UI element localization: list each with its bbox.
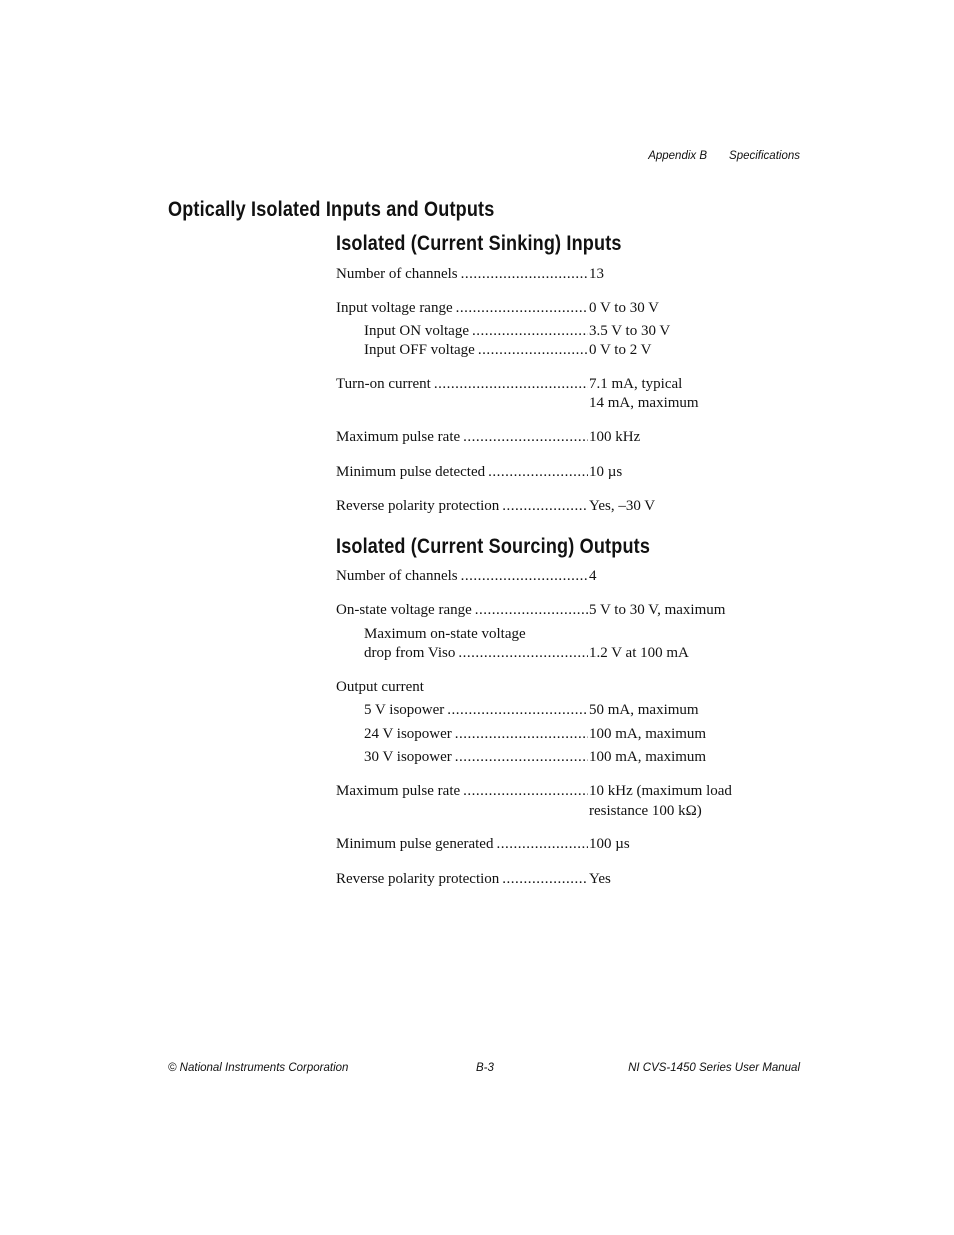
- spec-inputs-channels: [336, 265, 816, 284]
- spec-value: 7.1 mA, typical: [589, 376, 683, 392]
- spec-value: 4: [589, 568, 597, 584]
- running-header: [626, 150, 800, 162]
- spec-value: 50 mA, maximum: [589, 702, 699, 718]
- spec-label: Maximum pulse rate: [336, 429, 461, 445]
- spec-value: 100 kHz: [589, 429, 641, 445]
- spec-label: 5 V isopower: [364, 702, 445, 718]
- leader-dots: [502, 870, 588, 889]
- leader-dots: [461, 265, 588, 284]
- spec-label: Number of channels: [336, 266, 458, 282]
- leader-dots: [458, 644, 588, 663]
- spec-value: 10 µs: [589, 464, 623, 480]
- leader-dots: [478, 341, 588, 360]
- spec-value: 100 µs: [589, 836, 630, 852]
- spec-label: Turn-on current: [336, 376, 431, 392]
- spec-outputs-current: [336, 678, 816, 767]
- spec-value: 3.5 V to 30 V: [589, 323, 671, 339]
- spec-value: Yes, –30 V: [589, 498, 656, 514]
- spec-inputs-voltage-range: [336, 299, 816, 360]
- header-section: Specifications: [729, 150, 800, 162]
- leader-dots: [434, 375, 588, 413]
- spec-label: Reverse polarity protection: [336, 498, 500, 514]
- spec-label: Minimum pulse generated: [336, 836, 494, 852]
- leader-dots: [496, 835, 588, 854]
- spec-outputs-min-pulse: [336, 835, 816, 854]
- leader-dots: [447, 701, 588, 720]
- spec-inputs-reverse-polarity: [336, 497, 816, 516]
- spec-value: 14 mA, maximum: [589, 395, 699, 411]
- spec-inputs-min-pulse: [336, 463, 816, 482]
- spec-value: Yes: [589, 871, 611, 887]
- spec-value: 5 V to 30 V, maximum: [589, 602, 726, 618]
- spec-label: 24 V isopower: [364, 726, 452, 742]
- spec-label: On-state voltage range: [336, 602, 472, 618]
- footer-manual-title: NI CVS-1450 Series User Manual: [628, 1062, 800, 1074]
- spec-label: Reverse polarity protection: [336, 871, 500, 887]
- footer-page-number: B-3: [476, 1062, 494, 1074]
- spec-value: resistance 100 kΩ): [589, 803, 702, 819]
- spec-outputs-reverse-polarity: [336, 870, 816, 889]
- spec-value: 10 kHz (maximum load: [589, 783, 732, 799]
- spec-label: Number of channels: [336, 568, 458, 584]
- main-heading: Optically Isolated Inputs and Outputs: [168, 198, 495, 221]
- leader-dots: [472, 322, 588, 341]
- spec-label: Maximum pulse rate: [336, 783, 461, 799]
- header-appendix: Appendix B: [648, 150, 708, 162]
- spec-outputs-on-state-voltage: [336, 601, 816, 663]
- leader-dots: [463, 428, 588, 447]
- spec-label: Input ON voltage: [364, 323, 469, 339]
- spec-value: 100 mA, maximum: [589, 726, 707, 742]
- spec-value: 1.2 V at 100 mA: [589, 645, 689, 661]
- leader-dots: [475, 601, 588, 620]
- leader-dots: [455, 748, 588, 767]
- spec-value: 0 V to 2 V: [589, 342, 652, 358]
- inputs-heading: Isolated (Current Sinking) Inputs: [336, 232, 622, 255]
- outputs-heading: Isolated (Current Sourcing) Outputs: [336, 535, 651, 558]
- spec-label: Output current: [336, 679, 424, 695]
- leader-dots: [463, 782, 588, 821]
- spec-label: Input OFF voltage: [364, 342, 475, 358]
- leader-dots: [461, 567, 588, 586]
- spec-label: Minimum pulse detected: [336, 464, 486, 480]
- leader-dots: [456, 299, 588, 318]
- spec-value: 100 mA, maximum: [589, 749, 707, 765]
- spec-outputs-channels: [336, 567, 816, 586]
- footer-copyright: © National Instruments Corporation: [168, 1062, 349, 1074]
- leader-dots: [488, 463, 588, 482]
- leader-dots: [455, 725, 588, 744]
- spec-outputs-max-pulse-rate: [336, 782, 816, 821]
- spec-label: 30 V isopower: [364, 749, 452, 765]
- spec-inputs-max-pulse-rate: [336, 428, 816, 447]
- spec-inputs-turn-on-current: [336, 375, 816, 413]
- spec-value: 0 V to 30 V: [589, 300, 660, 316]
- spec-label: Maximum on-state voltage: [364, 626, 526, 642]
- spec-label: Input voltage range: [336, 300, 453, 316]
- leader-dots: [502, 497, 588, 516]
- spec-value: 13: [589, 266, 604, 282]
- spec-label: drop from Viso: [364, 645, 456, 661]
